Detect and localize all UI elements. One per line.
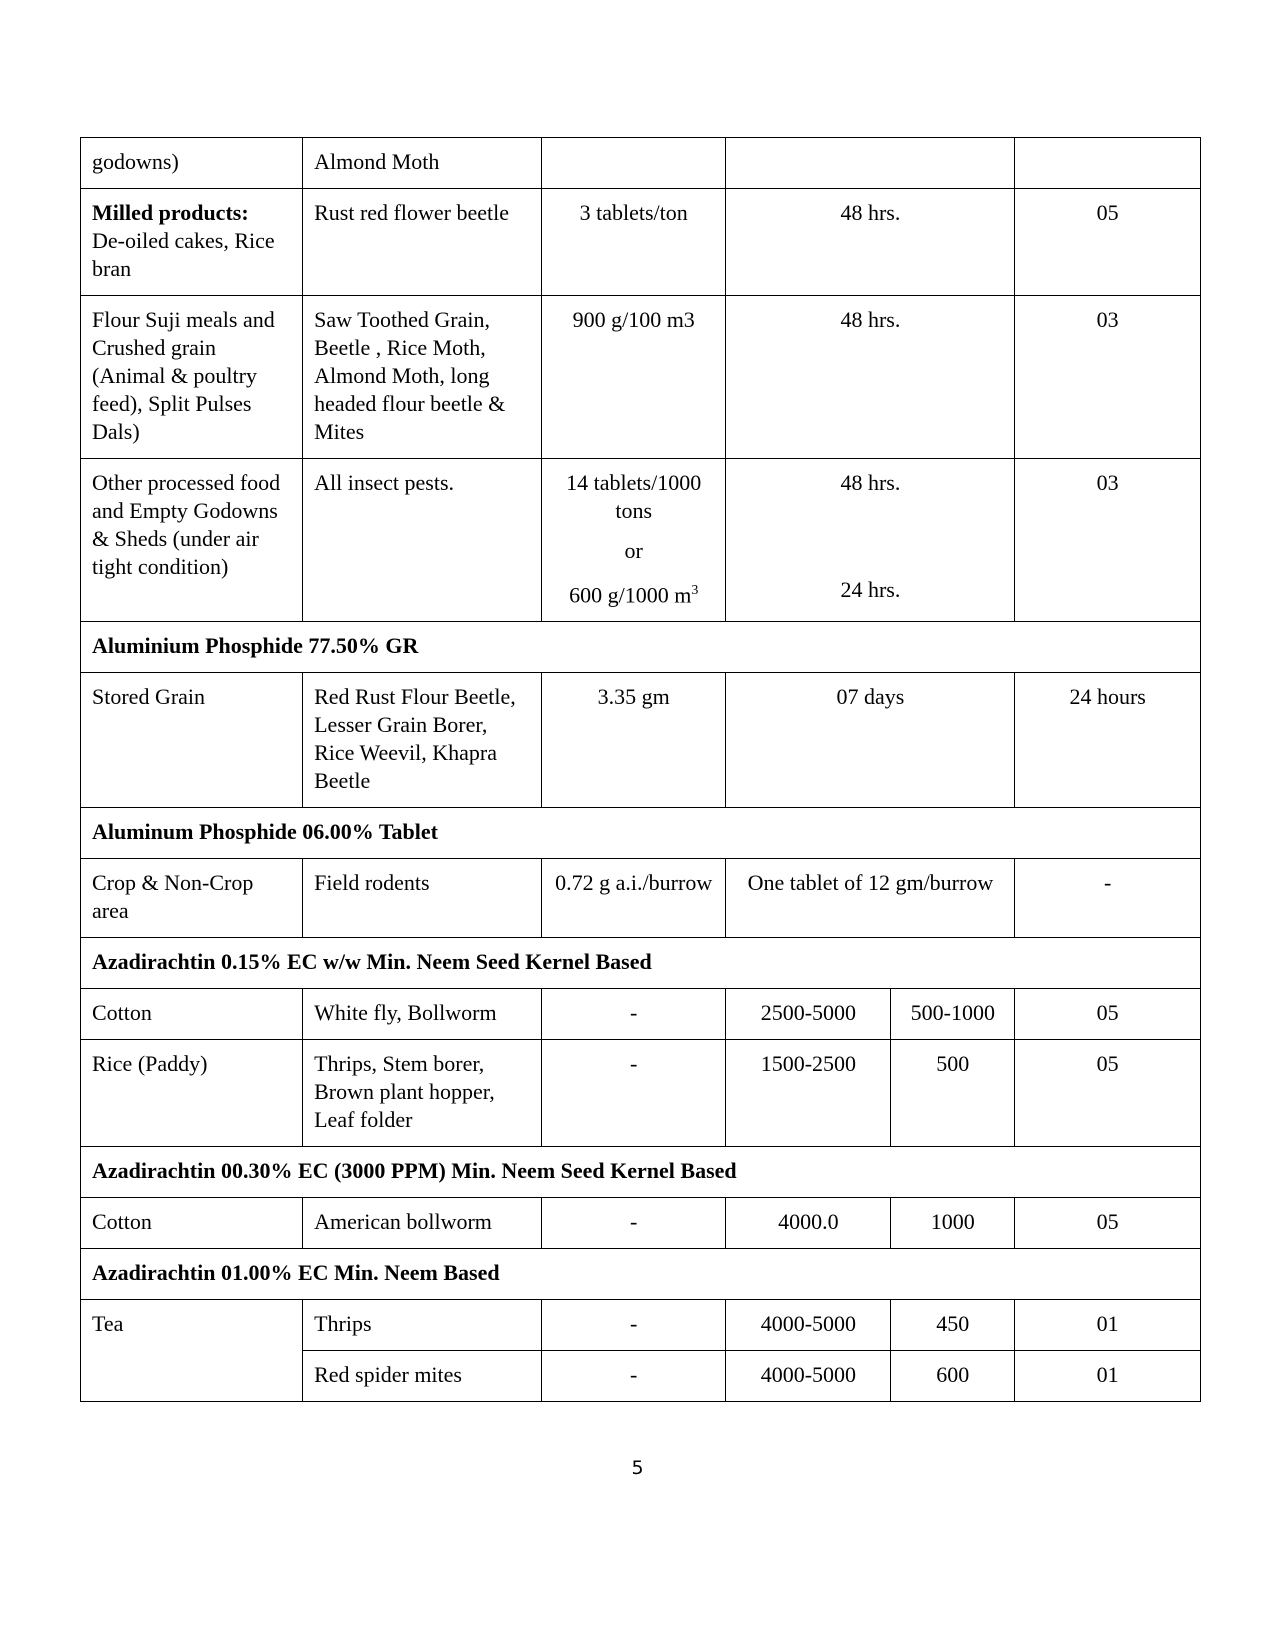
dosage-cell bbox=[541, 138, 726, 189]
table-row bbox=[81, 459, 1201, 622]
commodity-cell: Other processed food and Empty Godowns & Sheds (under air tight condition) bbox=[81, 459, 303, 622]
commodity-cell: Stored Grain bbox=[81, 673, 303, 808]
pest-cell: Field rodents bbox=[303, 859, 542, 938]
dosage-cell: 3 tablets/ton bbox=[541, 189, 726, 296]
table-row bbox=[81, 1040, 1201, 1147]
dosage-cell: 0.72 g a.i./burrow bbox=[541, 859, 726, 938]
commodity-cell bbox=[81, 189, 303, 296]
exposure-cell: 48 hrs. bbox=[726, 189, 1015, 296]
waiting-cell: 05 bbox=[1015, 1040, 1201, 1147]
pest-cell: Rust red flower beetle bbox=[303, 189, 542, 296]
dosage-or: or bbox=[624, 538, 643, 563]
superscript: 3 bbox=[691, 583, 699, 598]
section-heading-row bbox=[81, 1147, 1201, 1198]
dosage-cell bbox=[541, 459, 726, 622]
waiting-cell: 24 hours bbox=[1015, 673, 1201, 808]
page-number: 5 bbox=[631, 1457, 644, 1479]
crop-cell: Rice (Paddy) bbox=[81, 1040, 303, 1147]
section-heading-row bbox=[81, 1249, 1201, 1300]
table-row bbox=[81, 673, 1201, 808]
table-row bbox=[81, 138, 1201, 189]
dosage-ai-cell: - bbox=[541, 1198, 726, 1249]
waiting-cell: 01 bbox=[1015, 1351, 1201, 1402]
formulation-cell: 2500-5000 bbox=[726, 989, 891, 1040]
section-heading-row bbox=[81, 938, 1201, 989]
dosage-by-volume: 600 g/1000 m bbox=[569, 582, 692, 608]
formulation-cell: 4000.0 bbox=[726, 1198, 891, 1249]
exposure-b: 24 hrs. bbox=[840, 577, 901, 602]
formulation-cell: 4000-5000 bbox=[726, 1300, 891, 1351]
section-title: Azadirachtin 0.15% EC w/w Min. Neem Seed Kernel Based bbox=[81, 938, 1201, 989]
waiting-cell: - bbox=[1015, 859, 1201, 938]
section-title: Aluminum Phosphide 06.00% Tablet bbox=[81, 808, 1201, 859]
pesticide-table bbox=[80, 137, 1201, 1402]
section-title: Aluminium Phosphide 77.50% GR bbox=[81, 622, 1201, 673]
exposure-cell: 07 days bbox=[726, 673, 1015, 808]
pest-cell: Red spider mites bbox=[303, 1351, 542, 1402]
formulation-cell: 1500-2500 bbox=[726, 1040, 891, 1147]
section-title: Azadirachtin 00.30% EC (3000 PPM) Min. Neem Seed Kernel Based bbox=[81, 1147, 1201, 1198]
crop-cell: Cotton bbox=[81, 989, 303, 1040]
pest-cell: Thrips, Stem borer, Brown plant hopper, Leaf folder bbox=[303, 1040, 542, 1147]
dosage-ai-cell: - bbox=[541, 1300, 726, 1351]
table-row bbox=[81, 296, 1201, 459]
dosage-ai-cell: - bbox=[541, 1351, 726, 1402]
waiting-cell: 03 bbox=[1015, 459, 1201, 622]
waiting-cell: 01 bbox=[1015, 1300, 1201, 1351]
pest-cell: Thrips bbox=[303, 1300, 542, 1351]
table-row bbox=[81, 189, 1201, 296]
waiting-cell: 05 bbox=[1015, 989, 1201, 1040]
water-cell: 500 bbox=[891, 1040, 1015, 1147]
waiting-cell: 05 bbox=[1015, 1198, 1201, 1249]
dosage-ai-cell: - bbox=[541, 989, 726, 1040]
exposure-a: 48 hrs. bbox=[840, 470, 901, 495]
pest-cell: White fly, Bollworm bbox=[303, 989, 542, 1040]
commodity-cell: Flour Suji meals and Crushed grain (Animal & poultry feed), Split Pulses Dals) bbox=[81, 296, 303, 459]
pest-cell: Almond Moth bbox=[303, 138, 542, 189]
section-title: Azadirachtin 01.00% EC Min. Neem Based bbox=[81, 1249, 1201, 1300]
waiting-cell: 05 bbox=[1015, 189, 1201, 296]
dosage-by-weight: 14 tablets/1000 tons bbox=[566, 470, 702, 523]
commodity-cell: Crop & Non-Crop area bbox=[81, 859, 303, 938]
exposure-cell: One tablet of 12 gm/burrow bbox=[726, 859, 1015, 938]
formulation-cell: 4000-5000 bbox=[726, 1351, 891, 1402]
table-row bbox=[81, 859, 1201, 938]
section-heading-row bbox=[81, 808, 1201, 859]
crop-cell: Cotton bbox=[81, 1198, 303, 1249]
waiting-cell bbox=[1015, 138, 1201, 189]
dosage-cell: 3.35 gm bbox=[541, 673, 726, 808]
exposure-cell bbox=[726, 138, 1015, 189]
exposure-cell bbox=[726, 459, 1015, 622]
dosage-ai-cell: - bbox=[541, 1040, 726, 1147]
commodity-heading: Milled products: bbox=[92, 200, 249, 225]
crop-cell: Tea bbox=[81, 1300, 303, 1402]
dosage-cell: 900 g/100 m3 bbox=[541, 296, 726, 459]
waiting-cell: 03 bbox=[1015, 296, 1201, 459]
section-heading-row bbox=[81, 622, 1201, 673]
pest-cell: Red Rust Flour Beetle, Lesser Grain Borer, Rice Weevil, Khapra Beetle bbox=[303, 673, 542, 808]
exposure-cell: 48 hrs. bbox=[726, 296, 1015, 459]
table-row bbox=[81, 989, 1201, 1040]
water-cell: 1000 bbox=[891, 1198, 1015, 1249]
commodity-text: De-oiled cakes, Rice bran bbox=[92, 228, 275, 281]
commodity-cell: godowns) bbox=[81, 138, 303, 189]
table-row bbox=[81, 1300, 1201, 1351]
pest-cell: Saw Toothed Grain, Beetle , Rice Moth, Almond Moth, long headed flour beetle & Mites bbox=[303, 296, 542, 459]
pest-cell: American bollworm bbox=[303, 1198, 542, 1249]
pest-cell: All insect pests. bbox=[303, 459, 542, 622]
table-row bbox=[81, 1198, 1201, 1249]
water-cell: 600 bbox=[891, 1351, 1015, 1402]
water-cell: 500-1000 bbox=[891, 989, 1015, 1040]
water-cell: 450 bbox=[891, 1300, 1015, 1351]
